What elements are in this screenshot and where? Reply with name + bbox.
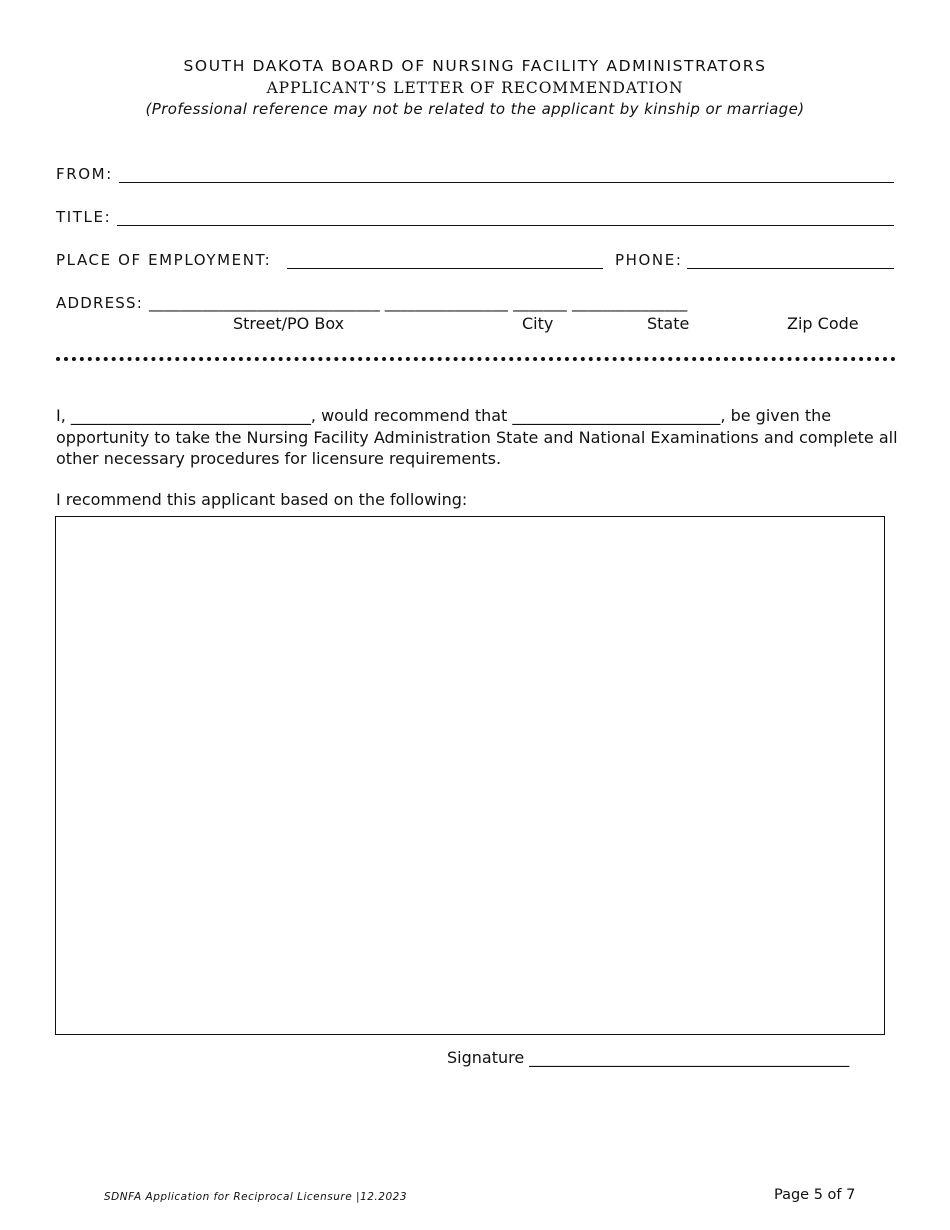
- title-label: TITLE:: [56, 208, 112, 226]
- statement-prefix: I,: [56, 406, 71, 425]
- signature-label: Signature: [447, 1048, 525, 1067]
- basis-label: I recommend this applicant based on the following:: [56, 490, 468, 509]
- form-note: (Professional reference may not be related to the applicant by kinship or marriage): [145, 100, 805, 118]
- applicant-blank[interactable]: __________________________,: [512, 406, 726, 425]
- section-divider: [56, 357, 896, 361]
- recommendation-textbox[interactable]: [55, 516, 885, 1035]
- footer-form-id: SDNFA Application for Reciprocal Licensure |12.2023: [104, 1191, 407, 1203]
- zip-label: Zip Code: [787, 314, 859, 333]
- employment-label: PLACE OF EMPLOYMENT:: [56, 251, 272, 269]
- statement-middle: would recommend that: [315, 406, 513, 425]
- page-number: Page 5 of 7: [774, 1187, 856, 1203]
- address-blanks: ______________________________ ________________ _______ _______________: [148, 294, 688, 312]
- title-field[interactable]: [117, 207, 894, 226]
- street-label: Street/PO Box: [233, 314, 345, 333]
- recommender-blank[interactable]: ______________________________,: [70, 406, 316, 425]
- phone-label: PHONE:: [615, 251, 683, 269]
- address-label: ADDRESS:: [56, 294, 143, 312]
- signature-blank: ________________________________________: [529, 1048, 850, 1067]
- form-title: APPLICANT’S LETTER OF RECOMMENDATION: [266, 79, 684, 97]
- signature-line[interactable]: [447, 1048, 849, 1067]
- board-name: SOUTH DAKOTA BOARD OF NURSING FACILITY ADMINISTRATORS: [183, 57, 767, 75]
- recommendation-statement: [56, 405, 902, 470]
- phone-field[interactable]: [687, 250, 894, 269]
- statement-rest: be given the opportunity to take the Nursing Facility Administration State and National Examinations and complete all other necessary procedures for licensure requirements.: [56, 406, 898, 468]
- from-field[interactable]: [119, 164, 894, 183]
- from-label: FROM:: [56, 165, 113, 183]
- state-label: State: [647, 314, 690, 333]
- city-label: City: [522, 314, 554, 333]
- employment-field[interactable]: [287, 250, 603, 269]
- address-row[interactable]: [56, 294, 687, 312]
